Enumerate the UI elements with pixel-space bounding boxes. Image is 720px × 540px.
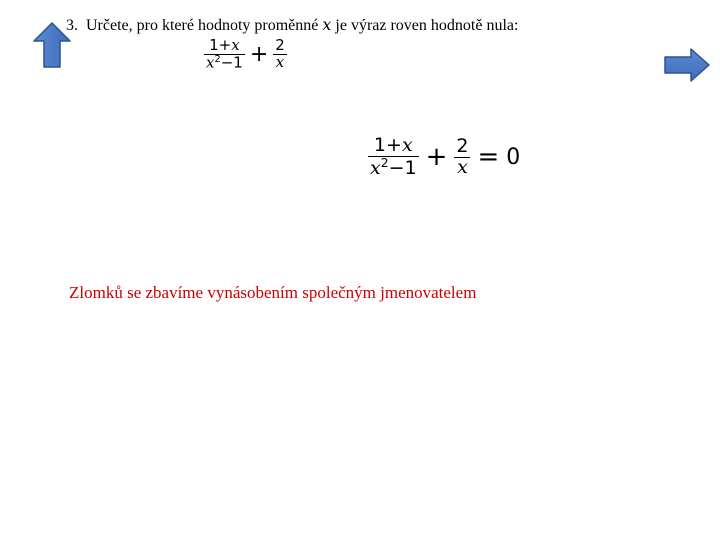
- fraction-2: [273, 38, 287, 71]
- denominator-variable: x: [206, 53, 215, 72]
- fraction-2-numerator: 2: [456, 134, 469, 157]
- task-number: 3.: [66, 17, 78, 34]
- plus-sign: +: [425, 142, 448, 173]
- numerator-constant: 1+: [373, 134, 402, 156]
- exponent: 2: [214, 53, 221, 65]
- numerator-constant: 1+: [209, 36, 232, 54]
- numerator-variable: x: [401, 134, 413, 156]
- task-text-after: je výraz roven hodnotě nula:: [335, 17, 519, 34]
- denominator-constant: −1: [220, 53, 243, 72]
- equation: [368, 136, 520, 179]
- denominator-variable: x: [370, 156, 381, 179]
- fraction-1-numerator: [207, 38, 242, 54]
- fraction-1-numerator: [372, 136, 415, 156]
- denominator-constant: −1: [388, 156, 417, 179]
- exponent: 2: [380, 155, 389, 170]
- plus-sign: +: [249, 41, 269, 67]
- fraction-1: [368, 136, 419, 179]
- explanation-note: Zlomků se zbavíme vynásobením společným jmenovatelem: [69, 283, 477, 302]
- equals-sign: =: [477, 142, 500, 173]
- next-slide-button[interactable]: [664, 48, 710, 82]
- fraction-2: [454, 134, 470, 178]
- task-variable: x: [322, 15, 332, 34]
- fraction-2-denominator: x: [457, 155, 468, 178]
- fraction-2-denominator: x: [275, 52, 285, 71]
- expression: [204, 38, 287, 71]
- fraction-2-numerator: 2: [275, 36, 285, 55]
- fraction-1-denominator: [204, 55, 245, 71]
- fraction-1-denominator: [368, 157, 419, 179]
- numerator-variable: x: [231, 36, 240, 54]
- task-text-before: Určete, pro které hodnoty proměnné: [86, 17, 319, 34]
- right-hand-side: 0: [506, 144, 521, 170]
- arrow-right-icon: [664, 48, 710, 82]
- fraction-1: [204, 38, 245, 71]
- task-heading: [66, 15, 518, 35]
